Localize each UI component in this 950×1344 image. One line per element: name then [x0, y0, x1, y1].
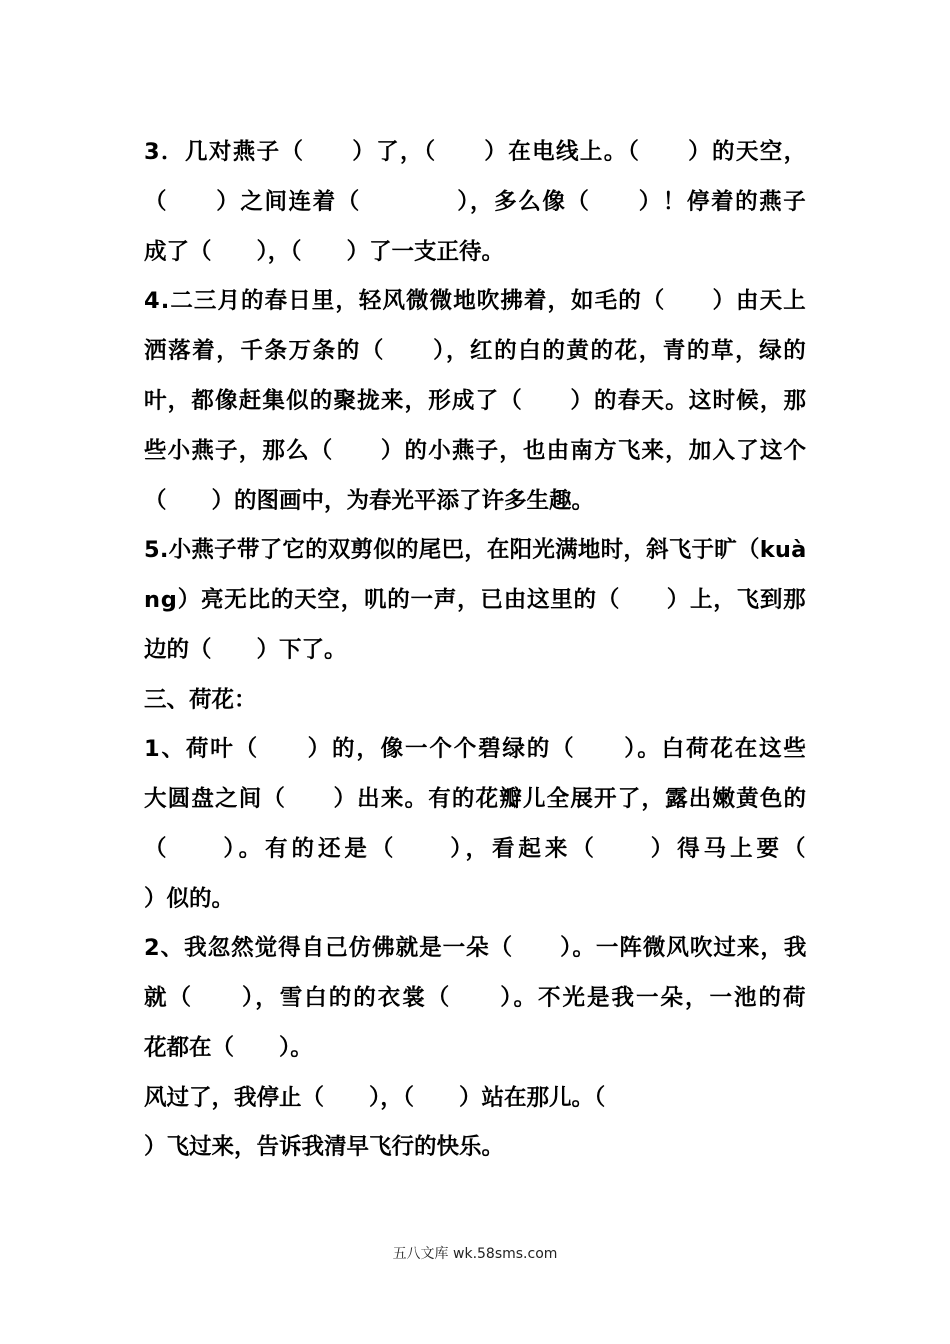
text-line-q5-2: ng）亮无比的天空，叽的一声，已由这里的（ ）上，飞到那	[144, 587, 807, 613]
text-line-q4-3: 叶，都像赶集似的聚拢来，形成了（ ）的春天。这时候，那	[144, 388, 808, 414]
text-line-q5-3: 边的（ ）下了。	[144, 637, 347, 663]
text-line-lotus1-1: 1、荷叶（ ）的，像一个个碧绿的（ ）。白荷花在这些	[144, 736, 808, 762]
text-line-lotus1-4: ）似的。	[144, 886, 235, 912]
text-line-q3-2: （ ）之间连着（ ），多么像（ ）！停着的燕子	[144, 189, 808, 215]
text-line-q5-1: 5.小燕子带了它的双剪似的尾巴，在阳光满地时，斜飞于旷（kuà	[144, 537, 807, 563]
text-line-lotus1-2: 大圆盘之间（ ）出来。有的花瓣儿全展开了，露出嫩黄色的	[144, 786, 808, 812]
text-line-lotus1-3: （ ）。有的还是（ ），看起来（ ）得马上要（	[144, 836, 810, 862]
text-line-q4-4: 些小燕子，那么（ ）的小燕子，也由南方飞来，加入了这个	[144, 438, 808, 464]
text-line-lotus2-3: 花都在（ ）。	[144, 1035, 313, 1061]
text-line-lotus2-1: 2、我忽然觉得自己仿佛就是一朵（ ）。一阵微风吹过来，我	[144, 935, 808, 961]
text-line-lotus2-4: 风过了，我停止（ ），（ ）站在那儿。（	[144, 1085, 606, 1111]
text-line-q3-1: 3．几对燕子（ ）了，（ ）在电线上。（ ）的天空，	[144, 139, 808, 165]
text-line-lotus2-2: 就（ ），雪白的的衣裳（ ）。不光是我一朵，一池的荷	[144, 985, 808, 1011]
text-line-q3-3: 成了（ ），（ ）了一支正待。	[144, 239, 505, 265]
text-line-lotus2-5: ）飞过来，告诉我清早飞行的快乐。	[144, 1134, 505, 1160]
section-heading-lotus: 三、荷花：	[144, 687, 257, 713]
text-line-q4-1: 4.二三月的春日里，轻风微微地吹拂着，如毛的（ ）由天上	[144, 288, 807, 314]
footer-watermark: 五八文库 wk.58sms.com	[392, 1246, 558, 1262]
text-line-q4-2: 洒落着，千条万条的（ ），红的白的黄的花，青的草，绿的	[144, 338, 808, 364]
text-line-q4-5: （ ）的图画中，为春光平添了许多生趣。	[144, 488, 595, 514]
